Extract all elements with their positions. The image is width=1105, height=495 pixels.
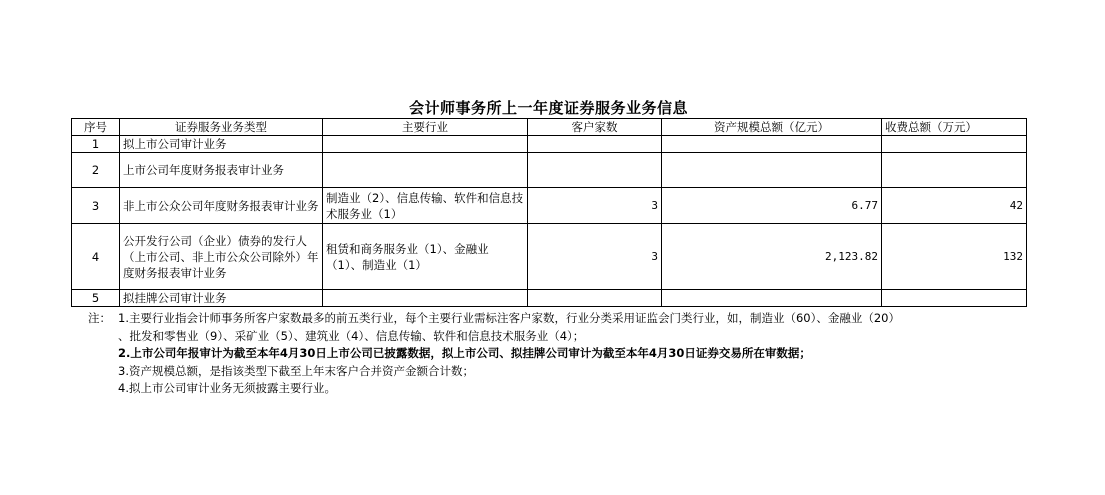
row-seq: 2 [72,153,120,188]
header-seq: 序号 [72,119,120,136]
note-item: 4.拟上市公司审计业务无须披露主要行业。 [118,381,336,395]
row-client-count [528,153,662,188]
note-item: 1.主要行业指会计师事务所客户家数最多的前五类行业，每个主要行业需标注客户家数，行业分类采用证监会门类行业，如，制造业（60）、金融业（20） [118,311,900,325]
note-item: 、批发和零售业（9）、采矿业（5）、建筑业（4）、信息传输、软件和信息技术服务业（4）； [118,328,585,343]
row-main-industry [323,153,528,188]
note-item: 3.资产规模总额，是指该类型下截至上年末客户合并资产金额合计数； [118,363,474,378]
row-total-fees: 132 [882,224,1027,290]
row-client-count: 3 [528,188,662,224]
row-main-industry: 制造业（2）、信息传输、软件和信息技术服务业（1） [323,188,528,224]
row-seq: 5 [72,290,120,307]
row-client-count: 3 [528,224,662,290]
notes-label: 注： [88,311,111,325]
row-service-type: 上市公司年度财务报表审计业务 [120,153,323,188]
row-service-type: 拟上市公司审计业务 [120,136,323,153]
table-row [72,290,1027,307]
row-client-count [528,290,662,307]
note-item: 2.上市公司年报审计为截至本年4月30日上市公司已披露数据，拟上市公司、拟挂牌公司审计为截至本年4月30日证券交易所在审数据； [118,346,811,360]
row-total-assets: 2,123.82 [662,224,882,290]
row-service-type: 拟挂牌公司审计业务 [120,290,323,307]
row-total-assets [662,290,882,307]
header-client-count: 客户家数 [528,119,662,136]
row-total-fees [882,136,1027,153]
table-row [72,153,1027,188]
row-main-industry [323,136,528,153]
row-service-type: 公开发行公司（企业）债券的发行人（上市公司、非上市公众公司除外）年度财务报表审计业务 [120,224,323,290]
row-seq: 4 [72,224,120,290]
row-total-assets: 6.77 [662,188,882,224]
table-header-row [72,119,1027,136]
row-total-fees [882,290,1027,307]
row-service-type: 非上市公众公司年度财务报表审计业务 [120,188,323,224]
row-client-count [528,136,662,153]
row-seq: 3 [72,188,120,224]
row-main-industry [323,290,528,307]
row-total-assets [662,153,882,188]
table-row [72,224,1027,290]
row-total-assets [662,136,882,153]
row-total-fees: 42 [882,188,1027,224]
table-row [72,136,1027,153]
row-main-industry: 租赁和商务服务业（1）、金融业（1）、制造业（1） [323,224,528,290]
header-total-fees: 收费总额（万元） [882,119,1027,136]
securities-service-table [71,118,1027,307]
header-total-assets: 资产规模总额（亿元） [662,119,882,136]
row-total-fees [882,153,1027,188]
table-row [72,188,1027,224]
row-seq: 1 [72,136,120,153]
header-service-type: 证券服务业务类型 [120,119,323,136]
page-title: 会计师事务所上一年度证券服务业务信息 [408,99,688,117]
header-main-industry: 主要行业 [323,119,528,136]
